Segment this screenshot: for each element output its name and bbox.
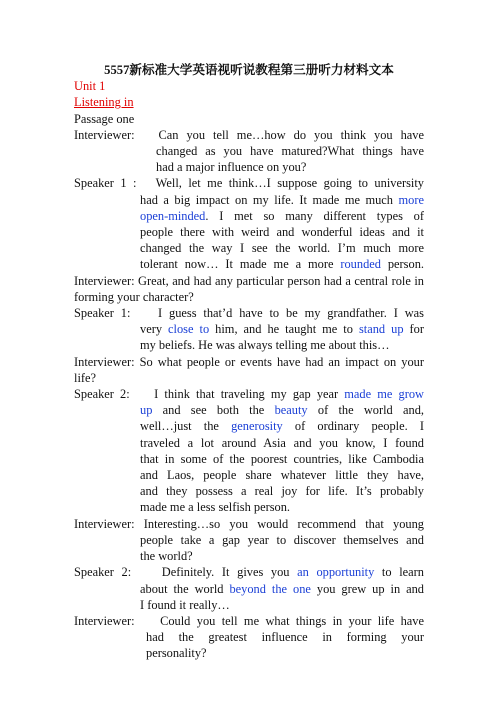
- speaker-label: Interviewer:: [74, 613, 135, 628]
- document-page: [74, 62, 424, 662]
- dialogue-text: of the world and,: [307, 403, 425, 418]
- dialogue-text: the world?: [140, 549, 193, 564]
- highlight-word: generosity: [231, 419, 283, 434]
- highlight-word: an opportunity: [297, 565, 375, 580]
- dialogue-text: people take a gap year to discover themselves and: [140, 532, 424, 547]
- dialogue-interviewer-4: [74, 516, 424, 565]
- dialogue-text: Can you tell me…how do you think you have: [158, 127, 425, 142]
- passage-heading: Passage one: [74, 111, 135, 126]
- dialogue-interviewer-1: [74, 127, 424, 176]
- document-title: 5557新标准大学英语视听说教程第三册听力材料文本: [104, 63, 394, 77]
- dialogue-interviewer-3: Interviewer: So what people or events have had an impact on your life?: [74, 354, 424, 385]
- dialogue-text: made me a less selfish person.: [140, 500, 291, 515]
- dialogue-text: very: [140, 322, 169, 337]
- speaker-label: Interviewer:: [74, 127, 135, 142]
- dialogue-text: him, and he taught me to: [209, 322, 359, 337]
- dialogue-speaker-1b: [74, 305, 424, 354]
- dialogue-text: . I met so many different types of: [205, 208, 424, 223]
- dialogue-text: Definitely. It gives you: [161, 565, 298, 580]
- dialogue-text: I found it really…: [140, 597, 230, 612]
- speaker-label: Speaker 2:: [74, 565, 132, 580]
- dialogue-text: I think that traveling my gap year: [154, 387, 345, 402]
- dialogue-speaker-2: [74, 386, 424, 516]
- unit-heading: Unit 1: [74, 79, 106, 94]
- dialogue-speaker-1: [74, 175, 424, 272]
- dialogue-interviewer-2: Interviewer: Great, and had any particular person had a central role in forming your character?: [74, 273, 424, 304]
- dialogue-text: you grew up in and: [310, 581, 424, 596]
- dialogue-text: to learn: [374, 565, 424, 580]
- dialogue-text: person.: [380, 257, 424, 272]
- dialogue-speaker-2b: [74, 564, 424, 613]
- dialogue-text: for: [403, 322, 424, 337]
- dialogue-text: Interesting…so you would recommend that young: [143, 516, 424, 531]
- dialogue-text: Could you tell me what things in your life have: [160, 613, 424, 628]
- dialogue-text: had a big impact on my life. It made me much: [140, 192, 399, 207]
- dialogue-text: changed as you have matured?What things have: [156, 144, 424, 159]
- dialogue-text: and they possess a real joy for life. It’s probably: [140, 484, 424, 499]
- dialogue-text: changed the way I see the world. I’m much more: [140, 241, 424, 256]
- dialogue-text: traveled a lot around Asia and you know, I found: [140, 435, 424, 450]
- dialogue-text: tolerant now… It made me a more: [140, 257, 341, 272]
- highlight-word: stand up: [358, 322, 404, 337]
- dialogue-text: Well, let me think…I suppose going to university: [155, 176, 424, 191]
- speaker-label: Speaker 2:: [74, 387, 130, 402]
- speaker-label: Speaker 1 :: [74, 176, 137, 191]
- dialogue-text: about the world: [140, 581, 230, 596]
- section-heading: Listening in: [74, 95, 134, 110]
- dialogue-text: of ordinary people. I: [282, 419, 424, 434]
- dialogue-text: and Laos, people share whatever little they have,: [140, 468, 424, 483]
- speaker-label: Interviewer:: [74, 516, 135, 531]
- speaker-label: Speaker 1:: [74, 306, 131, 321]
- highlight-word: beauty: [274, 403, 308, 418]
- dialogue-text: my beliefs. He was always telling me about this…: [140, 338, 390, 353]
- highlight-word: more: [398, 192, 424, 207]
- highlight-word: open-minded: [140, 208, 206, 223]
- dialogue-text: had the greatest influence in forming your: [146, 630, 424, 645]
- highlight-word: close to: [168, 322, 210, 337]
- dialogue-text: that in some of the poorest countries, like Cambodia: [140, 451, 424, 466]
- dialogue-text: I guess that’d have to be my grandfather. I was: [157, 306, 424, 321]
- highlight-word: beyond the one: [229, 581, 311, 596]
- dialogue-text: had a major influence on you?: [156, 160, 307, 175]
- highlight-word: rounded: [340, 257, 381, 272]
- highlight-word: up: [140, 403, 153, 418]
- dialogue-text: people there with weird and wonderful ideas and it: [140, 225, 424, 240]
- dialogue-text: well…just the: [140, 419, 232, 434]
- dialogue-interviewer-5: [74, 613, 424, 662]
- dialogue-text: and see both the: [152, 403, 275, 418]
- dialogue-text: personality?: [146, 646, 207, 661]
- highlight-word: made me grow: [344, 387, 424, 402]
